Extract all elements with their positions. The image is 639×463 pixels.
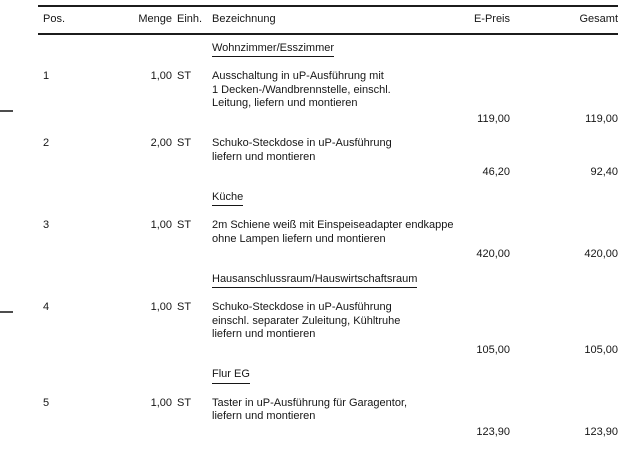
section-heading [38,191,618,207]
fold-mark-bottom [0,311,13,313]
header-gesamt: Gesamt [579,13,618,25]
table-header-row [38,5,618,35]
item-description [207,137,463,164]
section-items [38,301,618,357]
item-unit-price: 420,00 [476,248,510,260]
item-pos: 1 [43,70,50,82]
item-total-price: 420,00 [584,248,618,260]
item-unit: ST [177,396,192,409]
section-heading-text: Hausanschlussraum/Hauswirtschaftsraum [212,273,417,289]
header-bezeichnung: Bezeichnung [212,13,276,25]
item-description-line: liefern und montieren [212,410,316,422]
item-description [207,219,463,246]
table-row [38,70,618,126]
section-items [38,219,618,262]
item-description [207,301,463,342]
item-unit-price: 119,00 [477,112,510,125]
item-description-line: einschl. separater Zuleitung, Kühltruhe [212,314,401,327]
item-total-price: 119,00 [585,112,618,125]
item-total-price: 123,90 [584,425,618,438]
item-description-line: Schuko-Steckdose in uP-Ausführung [212,301,392,313]
item-description-line: Ausschaltung in uP-Ausführung mit [212,70,384,82]
table-row [38,301,618,357]
table-row [38,219,618,262]
section-heading-text: Küche [212,191,243,207]
item-description-line: 1 Decken-/Wandbrennstelle, einschl. [212,83,391,96]
item-total-price: 105,00 [584,343,618,356]
table-body [38,42,618,440]
header-menge: Menge [138,13,172,25]
item-quantity: 1,00 [150,70,172,82]
item-unit: ST [177,137,192,149]
item-pos: 5 [43,396,50,409]
table-row [38,137,618,180]
positions-table [38,5,618,450]
room-section [38,191,618,262]
section-heading [38,368,618,384]
item-unit-price: 123,90 [476,425,510,438]
header-pos: Pos. [43,13,66,25]
section-heading-text: Wohnzimmer/Esszimmer [212,42,334,58]
item-description-line: liefern und montieren [212,328,316,340]
item-unit-price: 105,00 [476,343,510,356]
item-description-line: 2m Schiene weiß mit Einspeiseadapter endkappe [212,219,454,231]
item-pos: 3 [43,219,50,231]
item-description-line: liefern und montieren [212,150,316,163]
room-section [38,368,618,439]
section-heading [38,273,618,289]
item-unit-price: 46,20 [482,166,510,178]
fold-mark-top [0,110,13,112]
item-unit: ST [177,301,192,313]
header-e-preis: E-Preis [473,13,510,25]
item-description-line: Leitung, liefern und montieren [212,97,358,109]
item-description [207,397,463,424]
section-heading-text: Flur EG [212,368,250,384]
item-pos: 2 [43,137,50,149]
item-description-line: Schuko-Steckdose in uP-Ausführung [212,137,392,149]
item-unit: ST [177,70,192,82]
item-quantity: 1,00 [150,396,172,409]
item-quantity: 1,00 [150,219,172,231]
item-pos: 4 [43,301,50,313]
item-description [207,70,463,111]
table-row [38,397,618,440]
item-quantity: 1,00 [150,301,172,313]
header-einh: Einh. [177,13,203,25]
item-unit: ST [177,219,192,231]
item-total-price: 92,40 [590,166,618,178]
room-section [38,273,618,358]
section-heading [38,42,618,58]
room-section [38,42,618,180]
item-description-line: Taster in uP-Ausführung für Garagentor, [212,396,408,409]
item-quantity: 2,00 [150,137,172,149]
section-items [38,397,618,440]
section-items [38,70,618,180]
item-description-line: ohne Lampen liefern und montieren [212,232,386,245]
